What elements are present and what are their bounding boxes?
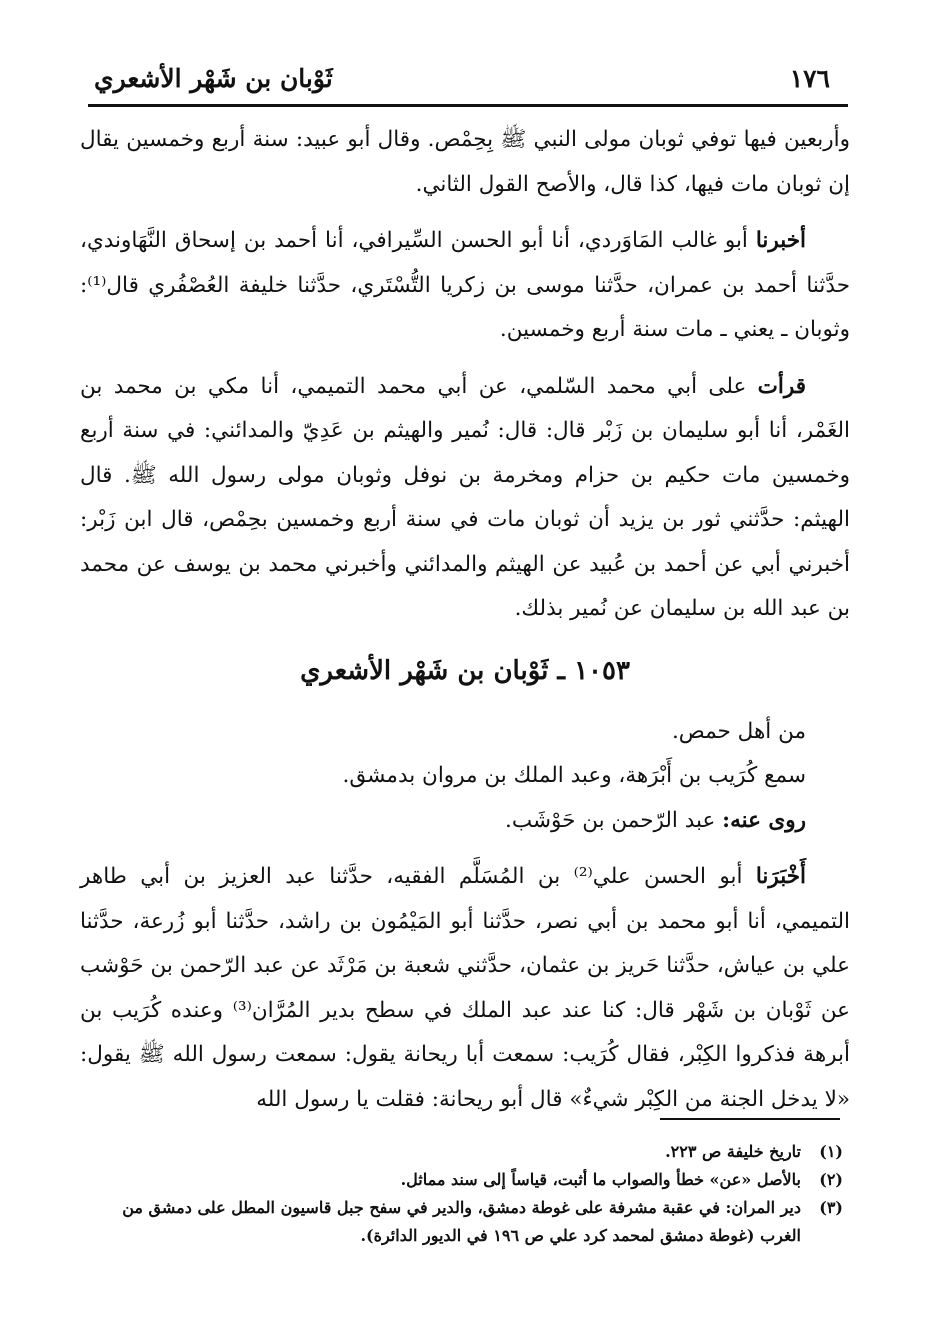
footnote-2 <box>95 1166 843 1194</box>
paragraph-4 <box>80 855 850 1122</box>
footnote-number: (٣) <box>819 1198 843 1217</box>
paragraph-2 <box>80 219 850 353</box>
origin-line: من أهل حمص. <box>671 718 806 744</box>
paragraph-3 <box>80 365 850 632</box>
paragraph-2-lead: أخبرنا <box>755 228 806 253</box>
paragraph-1: وأربعين فيها توفي ثوبان مولى النبي ﷺ بِحِمْص. وقال أبو عبيد: سنة أربع وخمسين يقال إن ثوبان مات فيها، كذا قال، والأصح القول الثاني. <box>80 127 850 197</box>
paragraph-4-text: أبو الحسن علي⁽²⁾ بن المُسَلَّم الفقيه، حدَّثنا عبد العزيز بن أبي طاهر التميمي، أنا أبو محمد بن أبي نصر، حدَّثنا أبو المَيْمُون بن راشد، حدَّثنا أبو زُرعة، حدَّثنا علي بن عياش، حدَّثنا حَريز بن عثمان، حدَّثني شعبة بن مَرْثَد عن عبد الرّحمن بن حَوْشب عن ثَوْبان بن شَهْر قال: كنا عند عبد الملك في سطح بدير المُرَّان⁽³⁾ وعنده كُرَيب بن أبرهة فذكروا الكِبْر، فقال كُرَيب: سمعت أبا ريحانة يقول: سمعت رسول الله ﷺ يقول: «لا يدخل الجنة من الكِبْر شيءٌ» قال أبو ريحانة: فقلت يا رسول الله <box>80 864 851 1112</box>
footnote-1 <box>95 1138 843 1166</box>
heard-from-line: سمع كُرَيب بن أَبْرَهة، وعبد الملك بن مروان بدمشق. <box>342 763 806 788</box>
paragraph-4-lead: أَخْبَرَنا <box>755 864 806 889</box>
page-header <box>88 58 848 107</box>
footnote-text: تاريخ خليفة ص ٢٢٣. <box>665 1142 801 1161</box>
footnote-number: (٢) <box>819 1170 843 1189</box>
narrated-by-lead: روى عنه: <box>722 807 806 833</box>
footnote-separator <box>660 1118 840 1120</box>
footnote-number: (١) <box>819 1142 843 1161</box>
narrated-by-line <box>80 799 850 844</box>
paragraph-2-text: أبو غالب المَاوَردي، أنا أبو الحسن السِّيرافي، أنا أحمد بن إسحاق النَّهَاوندي، حدَّثنا أحمد بن عمران، حدَّثنا موسى بن زكريا التُّسْتَري، حدَّثنا خليفة العُصْفُري قال⁽¹⁾: وثوبان ـ يعني ـ مات سنة أربع وخمسين. <box>80 228 850 342</box>
page-number: ١٧٦ <box>789 64 830 93</box>
running-title: ثَوْبان بن شَهْر الأشعري <box>94 64 333 93</box>
paragraph-3-lead: قرأت <box>757 373 806 399</box>
footnotes <box>95 1138 843 1250</box>
main-text <box>80 118 850 1134</box>
paragraph-3-text: على أبي محمد السّلمي، عن أبي محمد التميمي، أنا مكي بن محمد بن الغَمْر، أنا أبو سليمان بن زَبْر قال: قال: نُمير والهيثم بن عَدِيّ والمدائني: في سنة أربع وخمسين مات حكيم بن حزام ومخرمة بن نوفل وثوبان مولى رسول الله ﷺ. قال الهيثم: حدَّثني ثور بن يزيد أن ثوبان مات في سنة أربع وخمسين بحِمْص، قال ابن زَبْر: أخبرني أبي عن أحمد بن عُبيد عن الهيثم والمدائني وأخبرني محمد بن يوسف عن محمد بن عبد الله بن سليمان عن نُمير بذلك. <box>80 373 850 621</box>
footnote-text: بالأصل «عن» خطأ والصواب ما أثبت، قياساً إلى سند مماثل. <box>400 1170 801 1189</box>
footnote-text: دير المران: في عقبة مشرفة على غوطة دمشق، والدير في سفح جبل قاسيون المطل على دمشق من الغرب (غوطة دمشق لمحمد كرد علي ص ١٩٦ في الديور الدائرة). <box>122 1198 801 1245</box>
narrated-by-text: عبد الرّحمن بن حَوْشَب. <box>505 807 723 833</box>
footnote-3 <box>95 1194 843 1250</box>
section-heading: ١٠٥٣ ـ ثَوْبان بن شَهْر الأشعري <box>300 655 630 686</box>
